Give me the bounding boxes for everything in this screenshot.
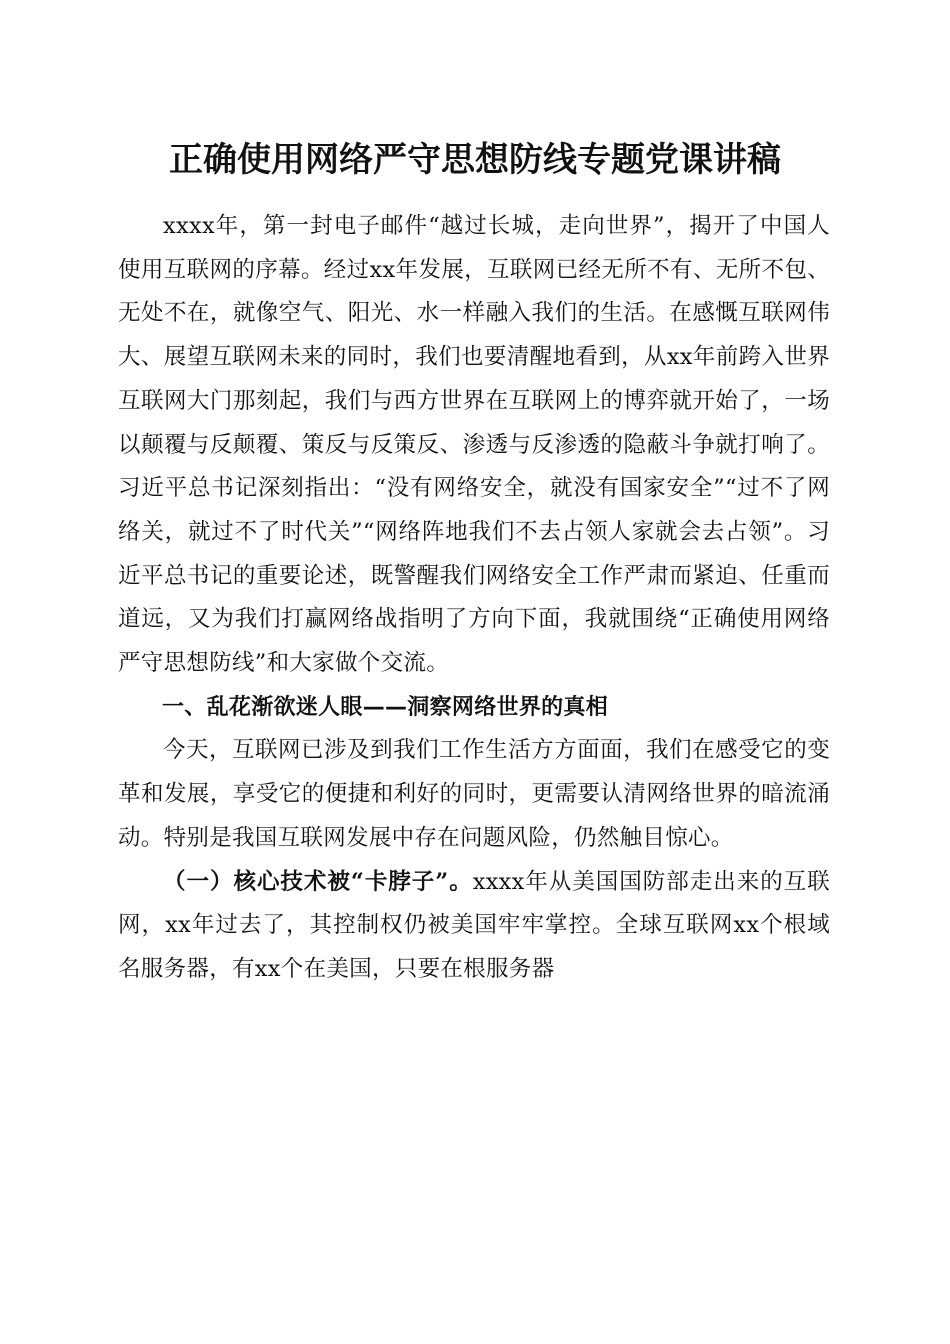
subsection-1-text: xxxx年从美国国防部走出来的互联网，xx年过去了，其控制权仍被美国牢牢掌控。全球互联网xx个根域名服务器，有xx个在美国，只要在根服务器 <box>118 868 830 982</box>
subsection-1-heading: （一）核心技术被“卡脖子”。 <box>163 868 473 895</box>
document-title: 正确使用网络严守思想防线专题党课讲稿 <box>169 140 781 180</box>
intro-paragraph: xxxx年，第一封电子邮件“越过长城，走向世界”，揭开了中国人使用互联网的序幕。经过xx年发展，互联网已经无所不有、无所不包、无处不在，就像空气、阳光、水一样融入我们的生活。在感慨互联网伟大、展望互联网未来的同时，我们也要清醒地看到，从xx年前跨入世界互联网大门那刻起，我们与西方世界在互联网上的博弈就开始了，一场以颠覆与反颠覆、策反与反策反、渗透与反渗透的隐蔽斗争就打响了。习近平总书记深刻指出：“没有网络安全，就没有国家安全”“过不了网络关，就过不了时代关”“网络阵地我们不去占领人家就会去占领”。习近平总书记的重要论述，既警醒我们网络安全工作严肃而紧迫、任重而道远，又为我们打赢网络战指明了方向下面，我就围绕“正确使用网络严守思想防线”和大家做个交流。 <box>118 213 830 677</box>
section-1-heading: 一、乱花渐欲迷人眼——洞察网络世界的真相 <box>162 694 609 720</box>
section-1-paragraph: 今天，互联网已涉及到我们工作生活方方面面，我们在感受它的变革和发展，享受它的便捷和利好的同时，更需要认清网络世界的暗流涌动。特别是我国互联网发展中存在问题风险，仍然触目惊心。 <box>118 737 830 851</box>
document-body <box>118 205 830 992</box>
subsection-1-paragraph <box>118 861 830 992</box>
